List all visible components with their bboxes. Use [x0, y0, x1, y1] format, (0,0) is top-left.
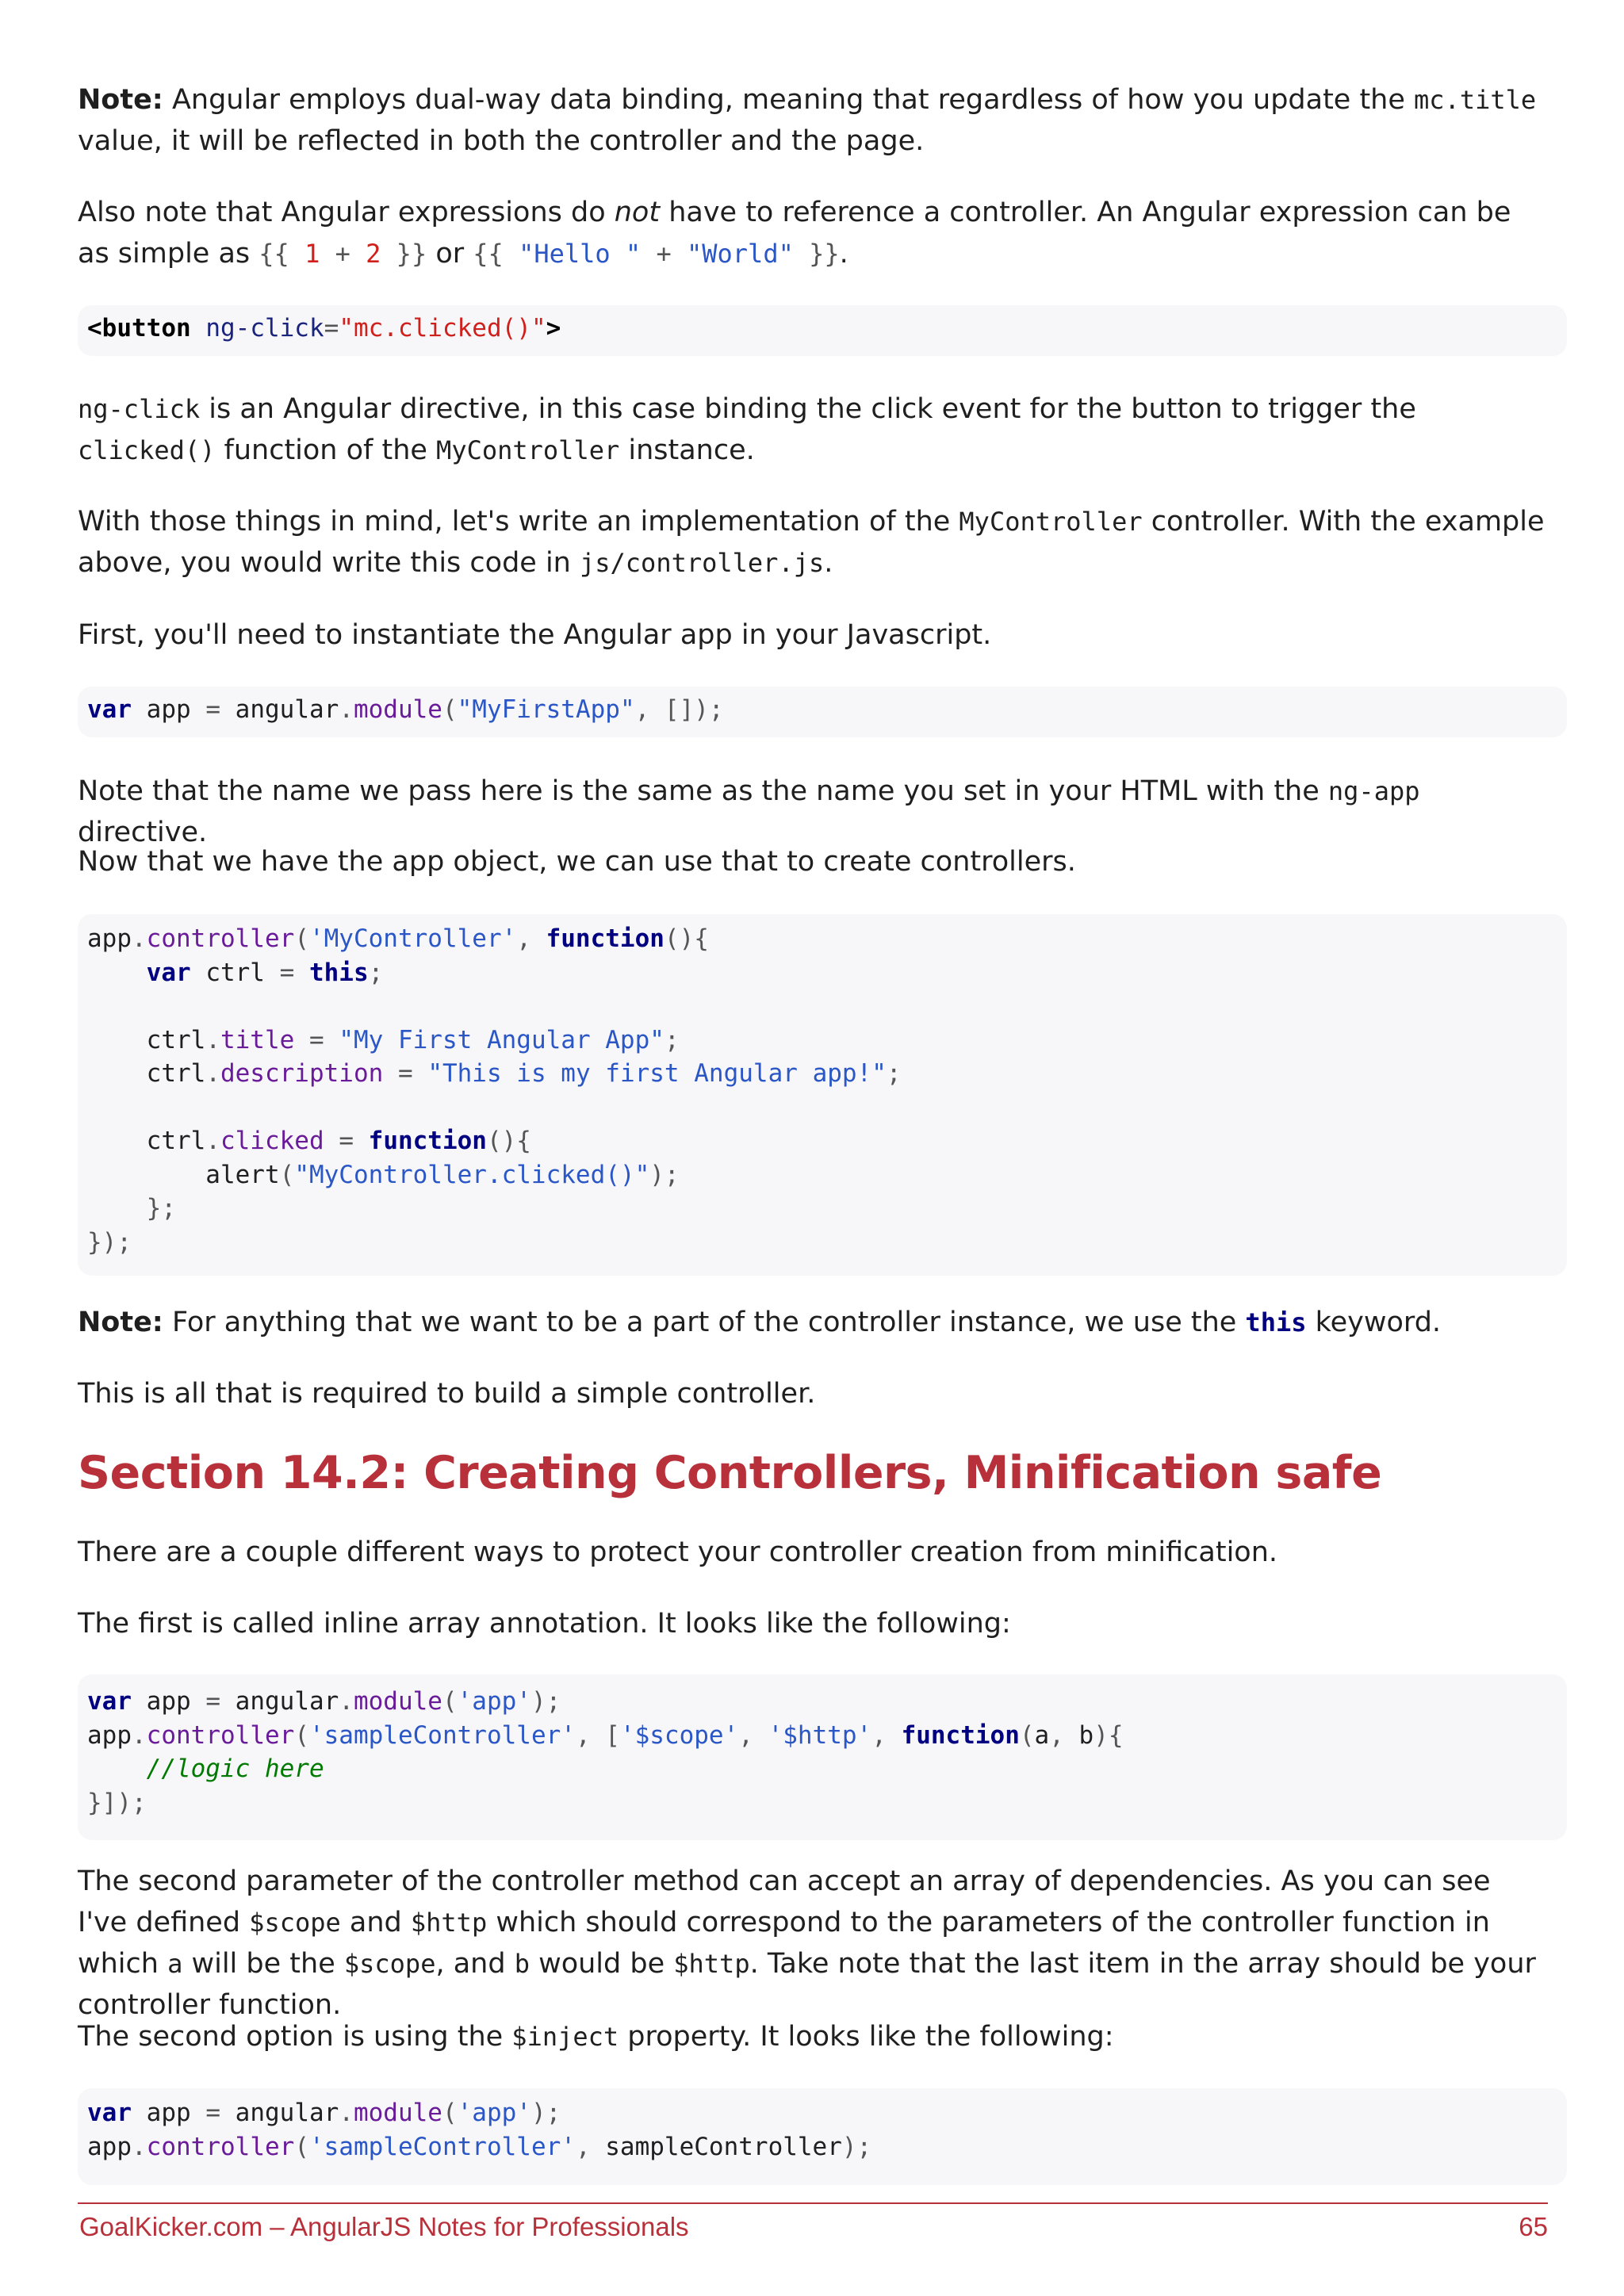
code-block-inject: var app = angular.module('app'); app.controller('sampleController', sampleController); — [78, 2088, 1567, 2185]
page-number: 65 — [1519, 2212, 1548, 2241]
paragraph-implementation: With those things in mind, let's write an implementation of the MyController controller. With the example above, you would write this code in js/controller.js. — [78, 506, 1545, 579]
page-footer — [79, 2212, 1548, 2242]
paragraph-inject: The second option is using the $inject property. It looks like the following: — [78, 2021, 1114, 2053]
paragraph-inline-annotation: The first is called inline array annotation. It looks like the following: — [78, 1608, 1011, 1640]
footer-link[interactable]: GoalKicker.com – AngularJS Notes for Professionals — [79, 2212, 689, 2241]
paragraph-ng-app: Note that the name we pass here is the same as the name you set in your HTML with the ng-app directive. — [78, 775, 1420, 848]
paragraph-expressions: Also note that Angular expressions do not have to reference a controller. An Angular expression can be as simple as {{ 1 + 2 }} or {{ "Hello " + "World" }}. — [78, 197, 1511, 270]
inline-code: mc.title — [1414, 85, 1537, 115]
code-block-inline-annotation: var app = angular.module('app'); app.controller('sampleController', ['$scope', '$http', function(a, b){ //logic here }]); — [78, 1674, 1567, 1840]
paragraph-simple-controller: This is all that is required to build a simple controller. — [78, 1378, 816, 1410]
inline-code-expr2: {{ "Hello " + "World" }} — [473, 239, 840, 269]
paragraph-dependencies: The second parameter of the controller method can accept an array of dependencies. As you can see I've defined $scope and $http which should correspond to the parameters of the controller function in which a will be the $scope, and b would be $http. Take note that the last item in the array should be your controller function. — [78, 1866, 1536, 2021]
paragraph-this-keyword: Note: For anything that we want to be a part of the controller instance, we use the this keyword. — [78, 1307, 1442, 1338]
code-block-module: var app = angular.module("MyFirstApp", []); — [78, 687, 1567, 737]
note-label: Note: — [78, 1307, 163, 1338]
code-block-button: <button ng-click="mc.clicked()"> — [78, 305, 1567, 356]
paragraph-ng-click: ng-click is an Angular directive, in this case binding the click event for the button to trigger the clicked() function of the MyController instance. — [78, 393, 1416, 466]
inline-code-expr1: {{ 1 + 2 }} — [259, 239, 427, 269]
code-block-controller: app.controller('MyController', function(){ var ctrl = this; ctrl.title = "My First Angular App"; ctrl.description = "This is my first Angular app!"; ctrl.clicked = function(){ alert("MyController.clicked()"); }; }); — [78, 914, 1567, 1276]
note-label: Note: — [78, 84, 163, 116]
paragraph-minification: There are a couple different ways to protect your controller creation from minification. — [78, 1536, 1278, 1568]
footer-divider — [78, 2202, 1548, 2204]
paragraph-dual-binding: Note: Angular employs dual-way data binding, meaning that regardless of how you update the mc.title value, it will be reflected in both the controller and the page. — [78, 84, 1537, 157]
section-heading: Section 14.2: Creating Controllers, Minification safe — [78, 1447, 1382, 1499]
paragraph-create-controllers: Now that we have the app object, we can use that to create controllers. — [78, 846, 1076, 878]
paragraph-instantiate: First, you'll need to instantiate the Angular app in your Javascript. — [78, 619, 992, 651]
